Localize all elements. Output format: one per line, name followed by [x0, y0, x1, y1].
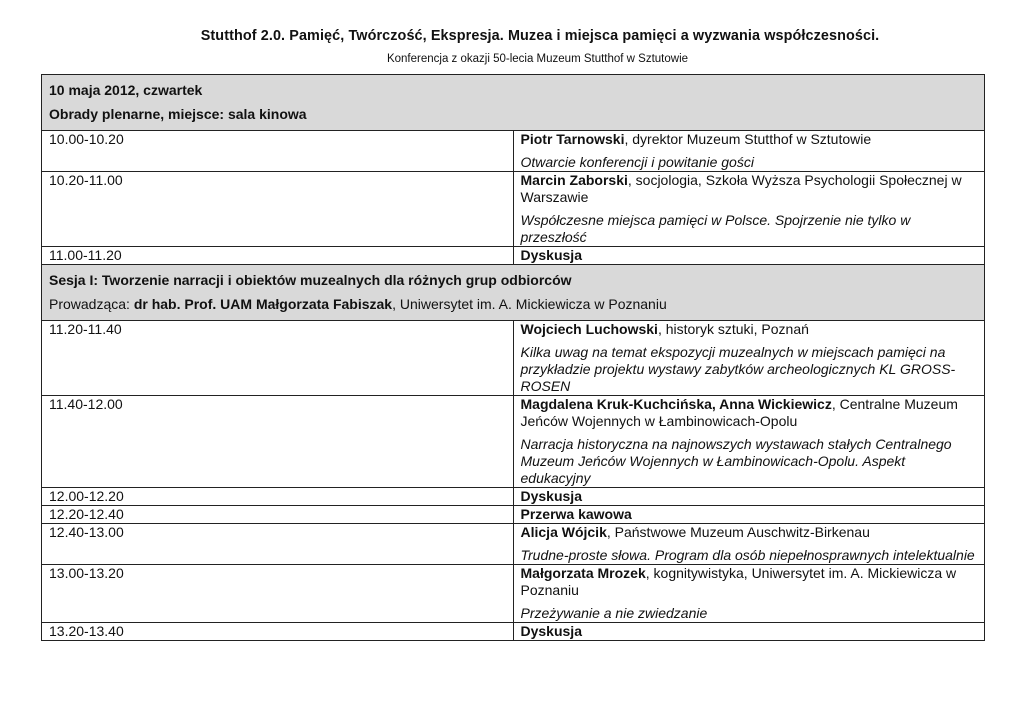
time-slot: 13.00-13.20: [42, 565, 514, 623]
talk-title: Narracja historyczna na najnowszych wystawach stałych Centralnego Muzeum Jeńców Wojennych w Łambinowicach-Opolu. Aspekt edukacyjny: [520, 436, 952, 486]
talk-row: [42, 172, 985, 247]
session-header-row: [42, 265, 985, 321]
session-description: [513, 623, 985, 641]
document-subtitle: Konferencja z okazji 50-lecia Muzeum Stutthof w Sztutowie: [386, 53, 689, 65]
break-row: [42, 506, 985, 524]
speaker-affiliation: , socjologia, Szkoła Wyższa Psychologii Społecznej w Warszawie: [520, 172, 962, 205]
talk-row: [42, 396, 985, 488]
document-title: Stutthof 2.0. Pamięć, Twórczość, Ekspresja. Muzea i miejsca pamięci a wyzwania współczesności.: [200, 28, 880, 44]
speaker-line: [521, 565, 978, 599]
slot-label: Dyskusja: [520, 247, 582, 263]
session-description: [513, 131, 985, 172]
slot-label: Dyskusja: [520, 623, 582, 639]
session-description: [513, 488, 985, 506]
speaker-affiliation: , dyrektor Muzeum Stutthof w Sztutowie: [624, 131, 872, 147]
session-description: [513, 565, 985, 623]
talk-title: Otwarcie konferencji i powitanie gości: [520, 154, 754, 170]
time-slot: 12.00-12.20: [42, 488, 514, 506]
program-rows-part1: [42, 131, 985, 265]
speaker-line: [521, 172, 978, 206]
moderator-name: dr hab. Prof. UAM Małgorzata Fabiszak: [133, 296, 393, 312]
speaker-name: Alicja Wójcik: [520, 524, 607, 540]
talk-row: [42, 565, 985, 623]
time-slot: 12.40-13.00: [42, 524, 514, 565]
time-slot: 12.20-12.40: [42, 506, 514, 524]
break-row: [42, 488, 985, 506]
day-header-row: [42, 75, 985, 131]
session-moderator: [49, 296, 977, 313]
talk-row: [42, 524, 985, 565]
speaker-line: [521, 524, 978, 541]
session-description: [513, 396, 985, 488]
time-slot: 10.00-10.20: [42, 131, 514, 172]
program-table: [41, 74, 985, 641]
break-row: [42, 247, 985, 265]
talk-row: [42, 321, 985, 396]
session-description: [513, 524, 985, 565]
time-slot: 11.00-11.20: [42, 247, 514, 265]
day-date: 10 maja 2012, czwartek: [49, 82, 203, 98]
talk-title: Trudne-proste słowa. Program dla osób niepełnosprawnych intelektualnie: [520, 547, 975, 563]
speaker-name: Marcin Zaborski: [520, 172, 628, 188]
time-slot: 11.40-12.00: [42, 396, 514, 488]
speaker-line: [521, 396, 978, 430]
time-slot: 13.20-13.40: [42, 623, 514, 641]
speaker-affiliation: , Państwowe Muzeum Auschwitz-Birkenau: [606, 524, 870, 540]
moderator-affiliation: , Uniwersytet im. A. Mickiewicza w Poznaniu: [392, 296, 667, 312]
session-description: [513, 172, 985, 247]
program-rows-part2: [42, 321, 985, 641]
plenary-location: Obrady plenarne, miejsce: sala kinowa: [49, 106, 307, 122]
slot-label: Przerwa kawowa: [520, 506, 632, 522]
session-description: [513, 321, 985, 396]
speaker-name: Wojciech Luchowski: [520, 321, 658, 337]
speaker-affiliation: , kognitywistyka, Uniwersytet im. A. Mickiewicza w Poznaniu: [520, 565, 957, 598]
talk-title: Kilka uwag na temat ekspozycji muzealnych w miejscach pamięci na przykładzie projektu wystawy zabytków archeologicznych KL GROSS-ROSEN: [520, 344, 956, 394]
break-row: [42, 623, 985, 641]
speaker-name: Małgorzata Mrozek: [520, 565, 646, 581]
speaker-name: Magdalena Kruk-Kuchcińska, Anna Wickiewicz: [520, 396, 832, 412]
talk-title: Przeżywanie a nie zwiedzanie: [520, 605, 708, 621]
speaker-affiliation: , historyk sztuki, Poznań: [657, 321, 809, 337]
speaker-name: Piotr Tarnowski: [520, 131, 625, 147]
time-slot: 10.20-11.00: [42, 172, 514, 247]
speaker-line: [521, 131, 978, 148]
talk-row: [42, 131, 985, 172]
session-description: [513, 247, 985, 265]
speaker-affiliation: , Centralne Muzeum Jeńców Wojennych w Łambinowicach-Opolu: [520, 396, 958, 429]
session-description: [513, 506, 985, 524]
speaker-line: [521, 321, 978, 338]
session-title: Sesja I: Tworzenie narracji i obiektów muzealnych dla różnych grup odbiorców: [49, 272, 572, 288]
talk-title: Współczesne miejsca pamięci w Polsce. Spojrzenie nie tylko w przeszłość: [520, 212, 911, 245]
moderator-label: Prowadząca:: [49, 296, 134, 312]
slot-label: Dyskusja: [520, 488, 582, 504]
time-slot: 11.20-11.40: [42, 321, 514, 396]
